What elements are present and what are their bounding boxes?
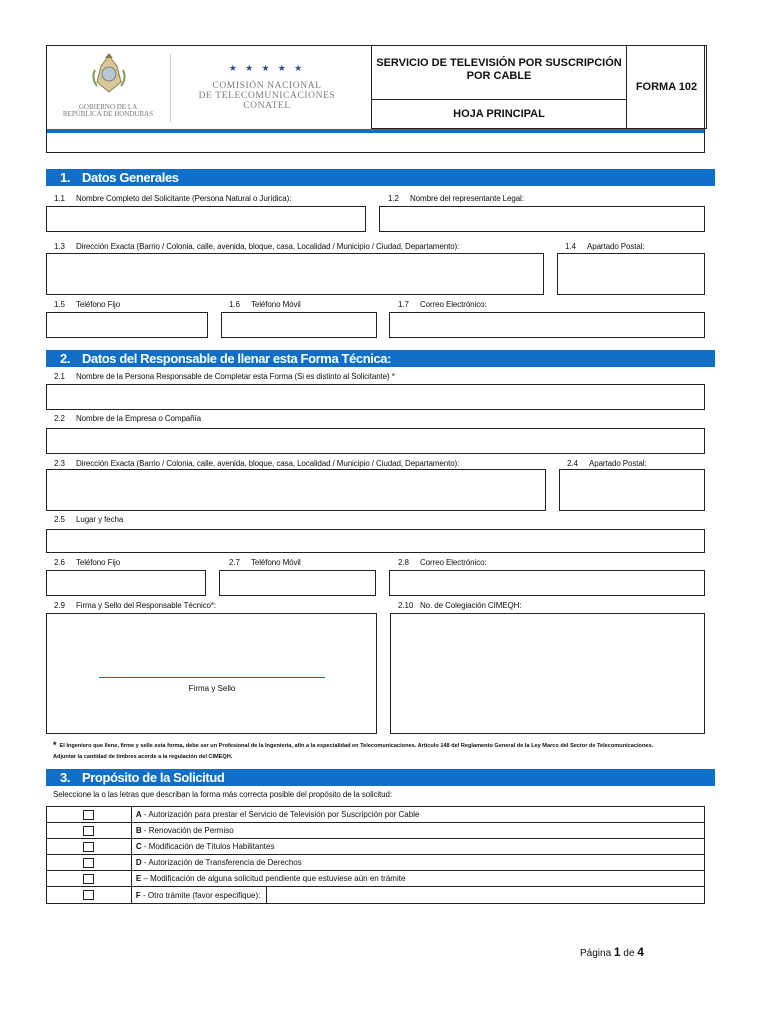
label-1-1	[54, 194, 291, 203]
purpose-checkbox-f[interactable]	[83, 890, 94, 900]
label-text: Teléfono Fijo	[76, 300, 121, 309]
label-text: Teléfono Móvil	[251, 300, 301, 309]
label-text: Nombre de la Persona Responsable de Completar esta Forma (Si es distinto al Solicitante) *	[76, 372, 395, 381]
label-text: Dirección Exacta (Barrio / Colonia, calle, avenida, bloque, casa, Localidad / Municipio / Ciudad, Departamento):	[76, 242, 460, 251]
label-text: Lugar y fecha	[76, 515, 124, 524]
organization-name-line1: COMISIÓN NACIONAL	[212, 81, 322, 91]
label-number: 2.8	[398, 558, 409, 567]
label-text: Dirección Exacta (Barrio / Colonia, calle, avenida, bloque, casa, Localidad / Municipio / Ciudad, Departamento):	[76, 459, 460, 468]
page-of: de	[623, 948, 635, 959]
label-number: 2.7	[229, 558, 240, 567]
organization-acronym: CONATEL	[243, 100, 291, 111]
organization-name	[177, 82, 357, 112]
page-word: Página	[580, 948, 612, 959]
option-letter: D	[135, 858, 142, 867]
responsible-po-box-field[interactable]	[559, 469, 705, 511]
header-blue-rule	[47, 129, 704, 133]
label-number: 2.6	[54, 558, 65, 567]
form-title-line1: SERVICIO DE TELEVISIÓN POR SUSCRIPCIÓN	[376, 57, 622, 69]
label-2-9	[54, 601, 216, 610]
option-text: Autorización para prestar el Servicio de Televisión por Suscripción por Cable	[148, 810, 420, 819]
label-number: 1.2	[388, 194, 399, 203]
section-3-header	[46, 769, 715, 786]
stars-icon: ★ ★ ★ ★ ★	[228, 63, 306, 73]
place-date-field[interactable]	[46, 529, 705, 553]
table-row	[47, 807, 705, 823]
label-2-4	[567, 459, 647, 468]
signature-area[interactable]	[46, 613, 377, 734]
label-number: 2.2	[54, 414, 65, 423]
label-number: 2.10	[398, 601, 414, 610]
label-number: 2.5	[54, 515, 65, 524]
option-separator: -	[141, 858, 149, 867]
option-letter: E	[135, 874, 142, 883]
label-2-6	[54, 558, 120, 567]
page-total: 4	[637, 945, 644, 959]
option-separator: -	[141, 842, 149, 851]
purpose-option-e	[131, 871, 704, 887]
label-1-4	[565, 242, 645, 251]
option-text: Renovación de Permiso	[148, 826, 234, 835]
responsible-person-field[interactable]	[46, 384, 705, 410]
applicant-email-field[interactable]	[389, 312, 705, 338]
purpose-checkbox-d[interactable]	[83, 858, 94, 868]
purpose-option-c	[131, 839, 704, 855]
purpose-option-f	[131, 887, 704, 904]
applicant-po-box-field[interactable]	[557, 253, 705, 295]
label-number: 2.1	[54, 372, 65, 381]
option-separator: -	[141, 826, 149, 835]
page-current: 1	[613, 945, 621, 959]
section-3-number: 3.	[60, 770, 71, 785]
label-1-5	[54, 300, 120, 309]
label-number: 1.5	[54, 300, 65, 309]
government-name-line1: GOBIERNO DE LA	[78, 103, 138, 111]
purpose-checkbox-b[interactable]	[83, 826, 94, 836]
label-number: 1.6	[229, 300, 240, 309]
table-row	[47, 871, 705, 887]
section-1-number: 1.	[60, 170, 71, 185]
label-2-2	[54, 414, 201, 423]
label-text: Apartado Postal:	[589, 459, 647, 468]
label-text: Nombre Completo del Solicitante (Persona Natural o Jurídica):	[76, 194, 292, 203]
label-1-3	[54, 242, 459, 251]
label-text: Correo Electrónico:	[420, 300, 487, 309]
label-2-1	[54, 372, 395, 381]
purpose-checkbox-cell	[47, 855, 132, 871]
government-name	[53, 104, 163, 119]
option-text: Modificación de alguna solicitud pendiente que estuviese aún en trámite	[150, 874, 406, 883]
purpose-checkbox-cell	[47, 871, 132, 887]
purpose-table	[46, 806, 705, 904]
label-text: Nombre del representante Legal:	[410, 194, 524, 203]
form-title-line2: POR CABLE	[466, 70, 532, 83]
table-row	[47, 855, 705, 871]
label-text: Teléfono Móvil	[251, 558, 301, 567]
label-text: Nombre de la Empresa o Compañía	[76, 414, 201, 423]
label-number: 2.9	[54, 601, 65, 610]
label-2-8	[398, 558, 487, 567]
label-number: 1.7	[398, 300, 409, 309]
label-2-3	[54, 459, 459, 468]
responsible-address-field[interactable]	[46, 469, 546, 511]
logo-divider	[170, 54, 171, 122]
label-number: 1.1	[54, 194, 65, 203]
label-number: 2.4	[567, 459, 578, 468]
label-number: 2.3	[54, 459, 65, 468]
section-2-number: 2.	[60, 351, 71, 366]
purpose-checkbox-c[interactable]	[83, 842, 94, 852]
government-name-line2: REPÚBLICA DE HONDURAS	[62, 110, 154, 119]
coat-of-arms-icon	[91, 52, 127, 96]
label-1-2	[388, 194, 524, 203]
purpose-option-d	[131, 855, 704, 871]
responsible-landline-field[interactable]	[46, 570, 206, 596]
label-text: Apartado Postal:	[587, 242, 645, 251]
table-row	[47, 887, 705, 904]
purpose-checkbox-a[interactable]	[83, 810, 94, 820]
responsible-mobile-field[interactable]	[219, 570, 376, 596]
applicant-landline-field[interactable]	[46, 312, 208, 338]
table-row	[47, 839, 705, 855]
option-separator: -	[141, 810, 149, 819]
applicant-name-field[interactable]	[46, 206, 366, 232]
purpose-checkbox-cell	[47, 807, 132, 823]
section-1-header	[46, 169, 715, 186]
form-subtitle: HOJA PRINCIPAL	[371, 99, 627, 129]
purpose-instruction: Seleccione la o las letras que describan la forma más correcta posible del propósito de la solicitud:	[53, 790, 392, 799]
legal-representative-field[interactable]	[379, 206, 705, 232]
table-row	[47, 823, 705, 839]
section-3-title: Propósito de la Solicitud	[82, 770, 225, 785]
company-name-field[interactable]	[46, 428, 705, 454]
purpose-checkbox-cell	[47, 839, 132, 855]
option-letter: A	[135, 810, 142, 819]
cimeqh-number-field[interactable]	[390, 613, 705, 734]
option-separator: -	[140, 890, 148, 900]
footnote-line1: El Ingeniero que llene, firme y selle esta forma, debe ser un Profesional de la Ingeniería, afín a la especialidad en Telecomunicaciones. Artículo 148 del Reglamento General de la Ley Marco del Sector de Telecomunicaciones.	[59, 743, 654, 749]
page-number	[580, 945, 644, 959]
signature-line	[99, 677, 325, 678]
responsible-email-field[interactable]	[389, 570, 705, 596]
applicant-address-field[interactable]	[46, 253, 544, 295]
footnote-line2: Adjuntar la cantidad de timbres acorde a la regulación del CIMEQH.	[53, 753, 233, 760]
option-text: Modificación de Títulos Habilitantes	[148, 842, 275, 851]
option-letter: F	[135, 890, 141, 900]
organization-name-line2: DE TELECOMUNICACIONES	[198, 90, 336, 101]
label-text: Correo Electrónico:	[420, 558, 487, 567]
label-number: 1.3	[54, 242, 65, 251]
label-2-5	[54, 515, 123, 524]
form-header	[46, 45, 705, 153]
label-text: No. de Colegiación CIMEQH:	[420, 601, 522, 610]
purpose-checkbox-e[interactable]	[83, 874, 94, 884]
label-2-7	[229, 558, 301, 567]
footnote-asterisk: *	[53, 740, 57, 750]
applicant-mobile-field[interactable]	[221, 312, 377, 338]
label-1-6	[229, 300, 301, 309]
option-text: Autorización de Transferencia de Derechos	[148, 858, 302, 867]
purpose-checkbox-cell	[47, 823, 132, 839]
form-code: FORMA 102	[626, 45, 707, 129]
label-text: Teléfono Fijo	[76, 558, 121, 567]
section-2-header	[46, 350, 715, 367]
technical-footnote	[53, 739, 713, 761]
option-text: Otro trámite (favor especifique):	[147, 890, 261, 900]
label-1-7	[398, 300, 487, 309]
label-number: 1.4	[565, 242, 576, 251]
option-letter: B	[135, 826, 142, 835]
section-1-title: Datos Generales	[82, 170, 179, 185]
purpose-option-a	[131, 807, 704, 823]
other-procedure-field[interactable]	[267, 887, 704, 903]
purpose-option-b	[131, 823, 704, 839]
option-separator: –	[141, 874, 151, 883]
section-2-title: Datos del Responsable de llenar esta Forma Técnica:	[82, 351, 392, 366]
label-text: Firma y Sello del Responsable Técnico*:	[76, 601, 217, 610]
label-2-10	[398, 601, 521, 610]
purpose-checkbox-cell	[47, 887, 132, 904]
signature-caption: Firma y Sello	[188, 684, 236, 693]
form-title	[371, 45, 627, 100]
option-letter: C	[135, 842, 142, 851]
